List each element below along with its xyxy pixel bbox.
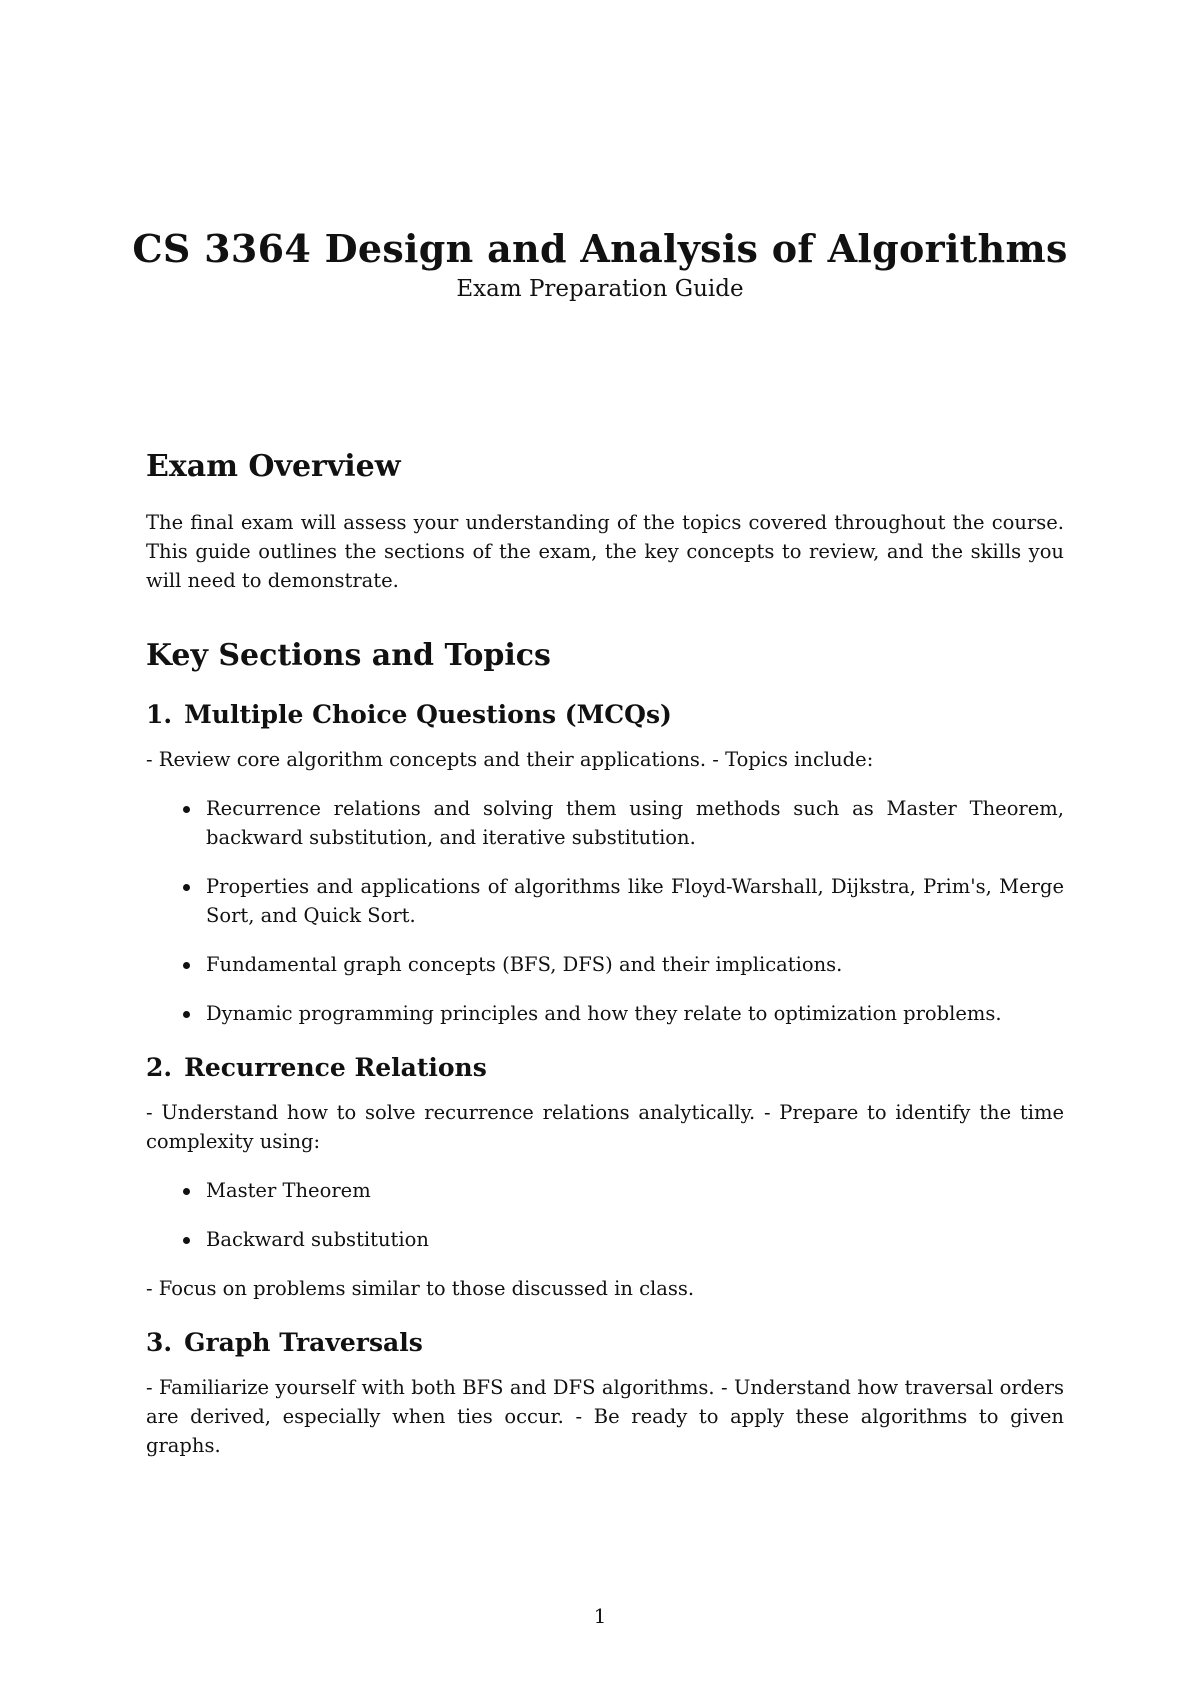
bullet-icon <box>183 806 190 813</box>
section-title: Multiple Choice Questions (MCQs) <box>184 700 672 729</box>
list-item-text: Recurrence relations and solving them using methods such as Master Theorem, backward substitution, and iterative substitution. <box>206 797 1064 849</box>
list-item-text: Dynamic programming principles and how they relate to optimization problems. <box>206 1002 1002 1025</box>
document-subtitle: Exam Preparation Guide <box>456 276 744 302</box>
list-item <box>206 1225 1064 1254</box>
exam-overview-text: The final exam will assess your understanding of the topics covered throughout the course. This guide outlines the sections of the exam, the key concepts to review, and the skills you will need to demonstrate. <box>146 511 1064 592</box>
list-item-text: Properties and applications of algorithms like Floyd-Warshall, Dijkstra, Prim's, Merge Sort, and Quick Sort. <box>206 875 1064 927</box>
list-item-text: Master Theorem <box>206 1179 371 1202</box>
section-mcq-topic-list <box>146 794 1064 1028</box>
document-body <box>146 448 1064 1460</box>
section-title: Graph Traversals <box>184 1328 423 1357</box>
title-block <box>0 226 1200 304</box>
section-number: 3. <box>146 1328 173 1357</box>
list-item <box>206 794 1064 852</box>
section-recurrence-outro: - Focus on problems similar to those discussed in class. <box>146 1277 695 1300</box>
document-title: CS 3364 Design and Analysis of Algorithms <box>132 226 1068 271</box>
bullet-icon <box>183 1237 190 1244</box>
section-graph-traversals-heading <box>146 1327 1064 1359</box>
list-item <box>206 950 1064 979</box>
bullet-icon <box>183 884 190 891</box>
section-recurrence-heading <box>146 1052 1064 1084</box>
list-item <box>206 999 1064 1028</box>
bullet-icon <box>183 962 190 969</box>
section-graph-traversals-intro: - Familiarize yourself with both BFS and DFS algorithms. - Understand how traversal orders are derived, especially when ties occur. - Be ready to apply these algorithms to given graphs. <box>146 1376 1064 1457</box>
list-item <box>206 1176 1064 1205</box>
list-item-text: Fundamental graph concepts (BFS, DFS) and their implications. <box>206 953 843 976</box>
section-number: 2. <box>146 1053 173 1082</box>
key-sections-heading: Key Sections and Topics <box>146 638 551 673</box>
bullet-icon <box>183 1011 190 1018</box>
section-mcq-intro: - Review core algorithm concepts and their applications. - Topics include: <box>146 748 874 771</box>
section-recurrence-intro: - Understand how to solve recurrence relations analytically. - Prepare to identify the time complexity using: <box>146 1101 1064 1153</box>
page-number: 1 <box>593 1604 607 1628</box>
section-mcq-heading <box>146 699 1064 731</box>
exam-overview-heading: Exam Overview <box>146 449 401 484</box>
section-title: Recurrence Relations <box>184 1053 487 1082</box>
list-item <box>206 872 1064 930</box>
list-item-text: Backward substitution <box>206 1228 429 1251</box>
section-recurrence-method-list <box>146 1176 1064 1254</box>
section-number: 1. <box>146 700 173 729</box>
bullet-icon <box>183 1188 190 1195</box>
